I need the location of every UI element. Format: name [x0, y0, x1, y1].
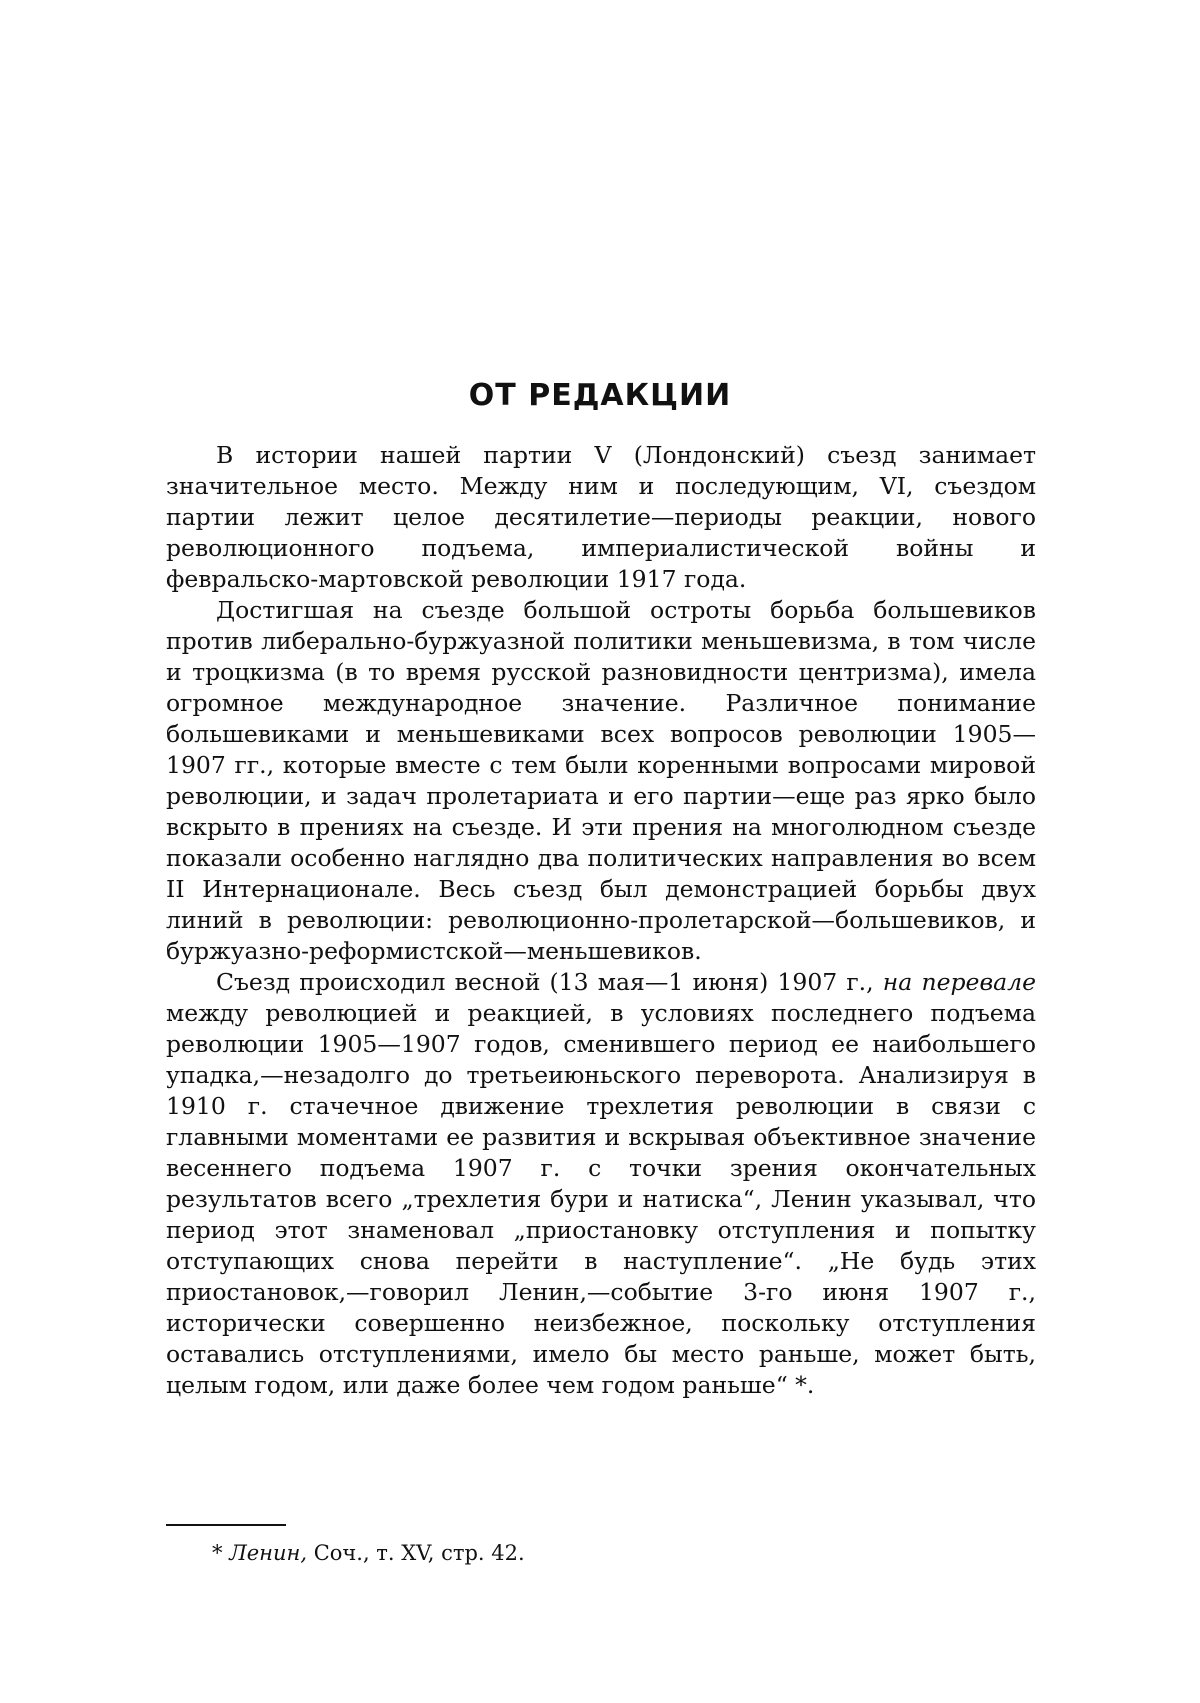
paragraph-3 — [166, 967, 1036, 1401]
footnote — [212, 1538, 525, 1568]
paragraph-3-rest: между революцией и реакцией, в условиях последнего подъема революции 1905—1907 годов, сменившего период ее наибольшего упадка,—незадолго до третьеиюньского переворота. Анализируя в 1910 г. стачечное движение трехлетия революции в связи с главными моментами ее развития и вскрывая объективное значение весеннего подъема 1907 г. с точки зрения окончательных результатов всего „трехлетия бури и натиска“, Ленин указывал, что период этот знаменовал „приостановку отступления и попытку отступающих снова перейти в наступление“. „Не будь этих приостановок,—говорил Ленин,—событие 3-го июня 1907 г., исторически совершенно неизбежное, поскольку отступления оставались отступлениями, имело бы место раньше, может быть, целым годом, или даже более чем годом раньше“ *. — [166, 999, 1036, 1399]
page-title: ОТ РЕДАКЦИИ — [468, 378, 732, 413]
footnote-author: Ленин, — [229, 1541, 308, 1565]
footnote-reference: Соч., т. XV, стр. 42. — [307, 1541, 525, 1565]
body-text — [166, 440, 1036, 1401]
footnote-divider — [166, 1524, 286, 1526]
paragraph-2: Достигшая на съезде большой остроты борьба большевиков против либерально-буржуазной политики меньшевизма, в том числе и троцкизма (в то время русской разновидности центризма), имела огромное международное значение. Различное понимание большевиками и меньшевиками всех вопросов революции 1905—1907 гг., которые вместе с тем были коренными вопросами мировой революции, и задач пролетариата и его партии—еще раз ярко было вскрыто в прениях на съезде. И эти прения на многолюдном съезде показали особенно наглядно два политических направления во всем II Интернационале. Весь съезд был демонстрацией борьбы двух линий в революции: революционно-пролетарской—большевиков, и буржуазно-реформистской—меньшевиков. — [166, 596, 1036, 965]
paragraph-3-start: Съезд происходил весной (13 мая—1 июня) 1907 г., — [216, 968, 883, 996]
paragraph-1: В истории нашей партии V (Лондонский) съезд занимает значительное место. Между ним и последующим, VI, съездом партии лежит целое десятилетие—периоды реакции, нового революционного подъема, империалистической войны и февральско-мартовской революции 1917 года. — [166, 441, 1036, 593]
paragraph-3-italic: на перевале — [882, 968, 1036, 996]
footnote-marker: * — [212, 1541, 230, 1565]
